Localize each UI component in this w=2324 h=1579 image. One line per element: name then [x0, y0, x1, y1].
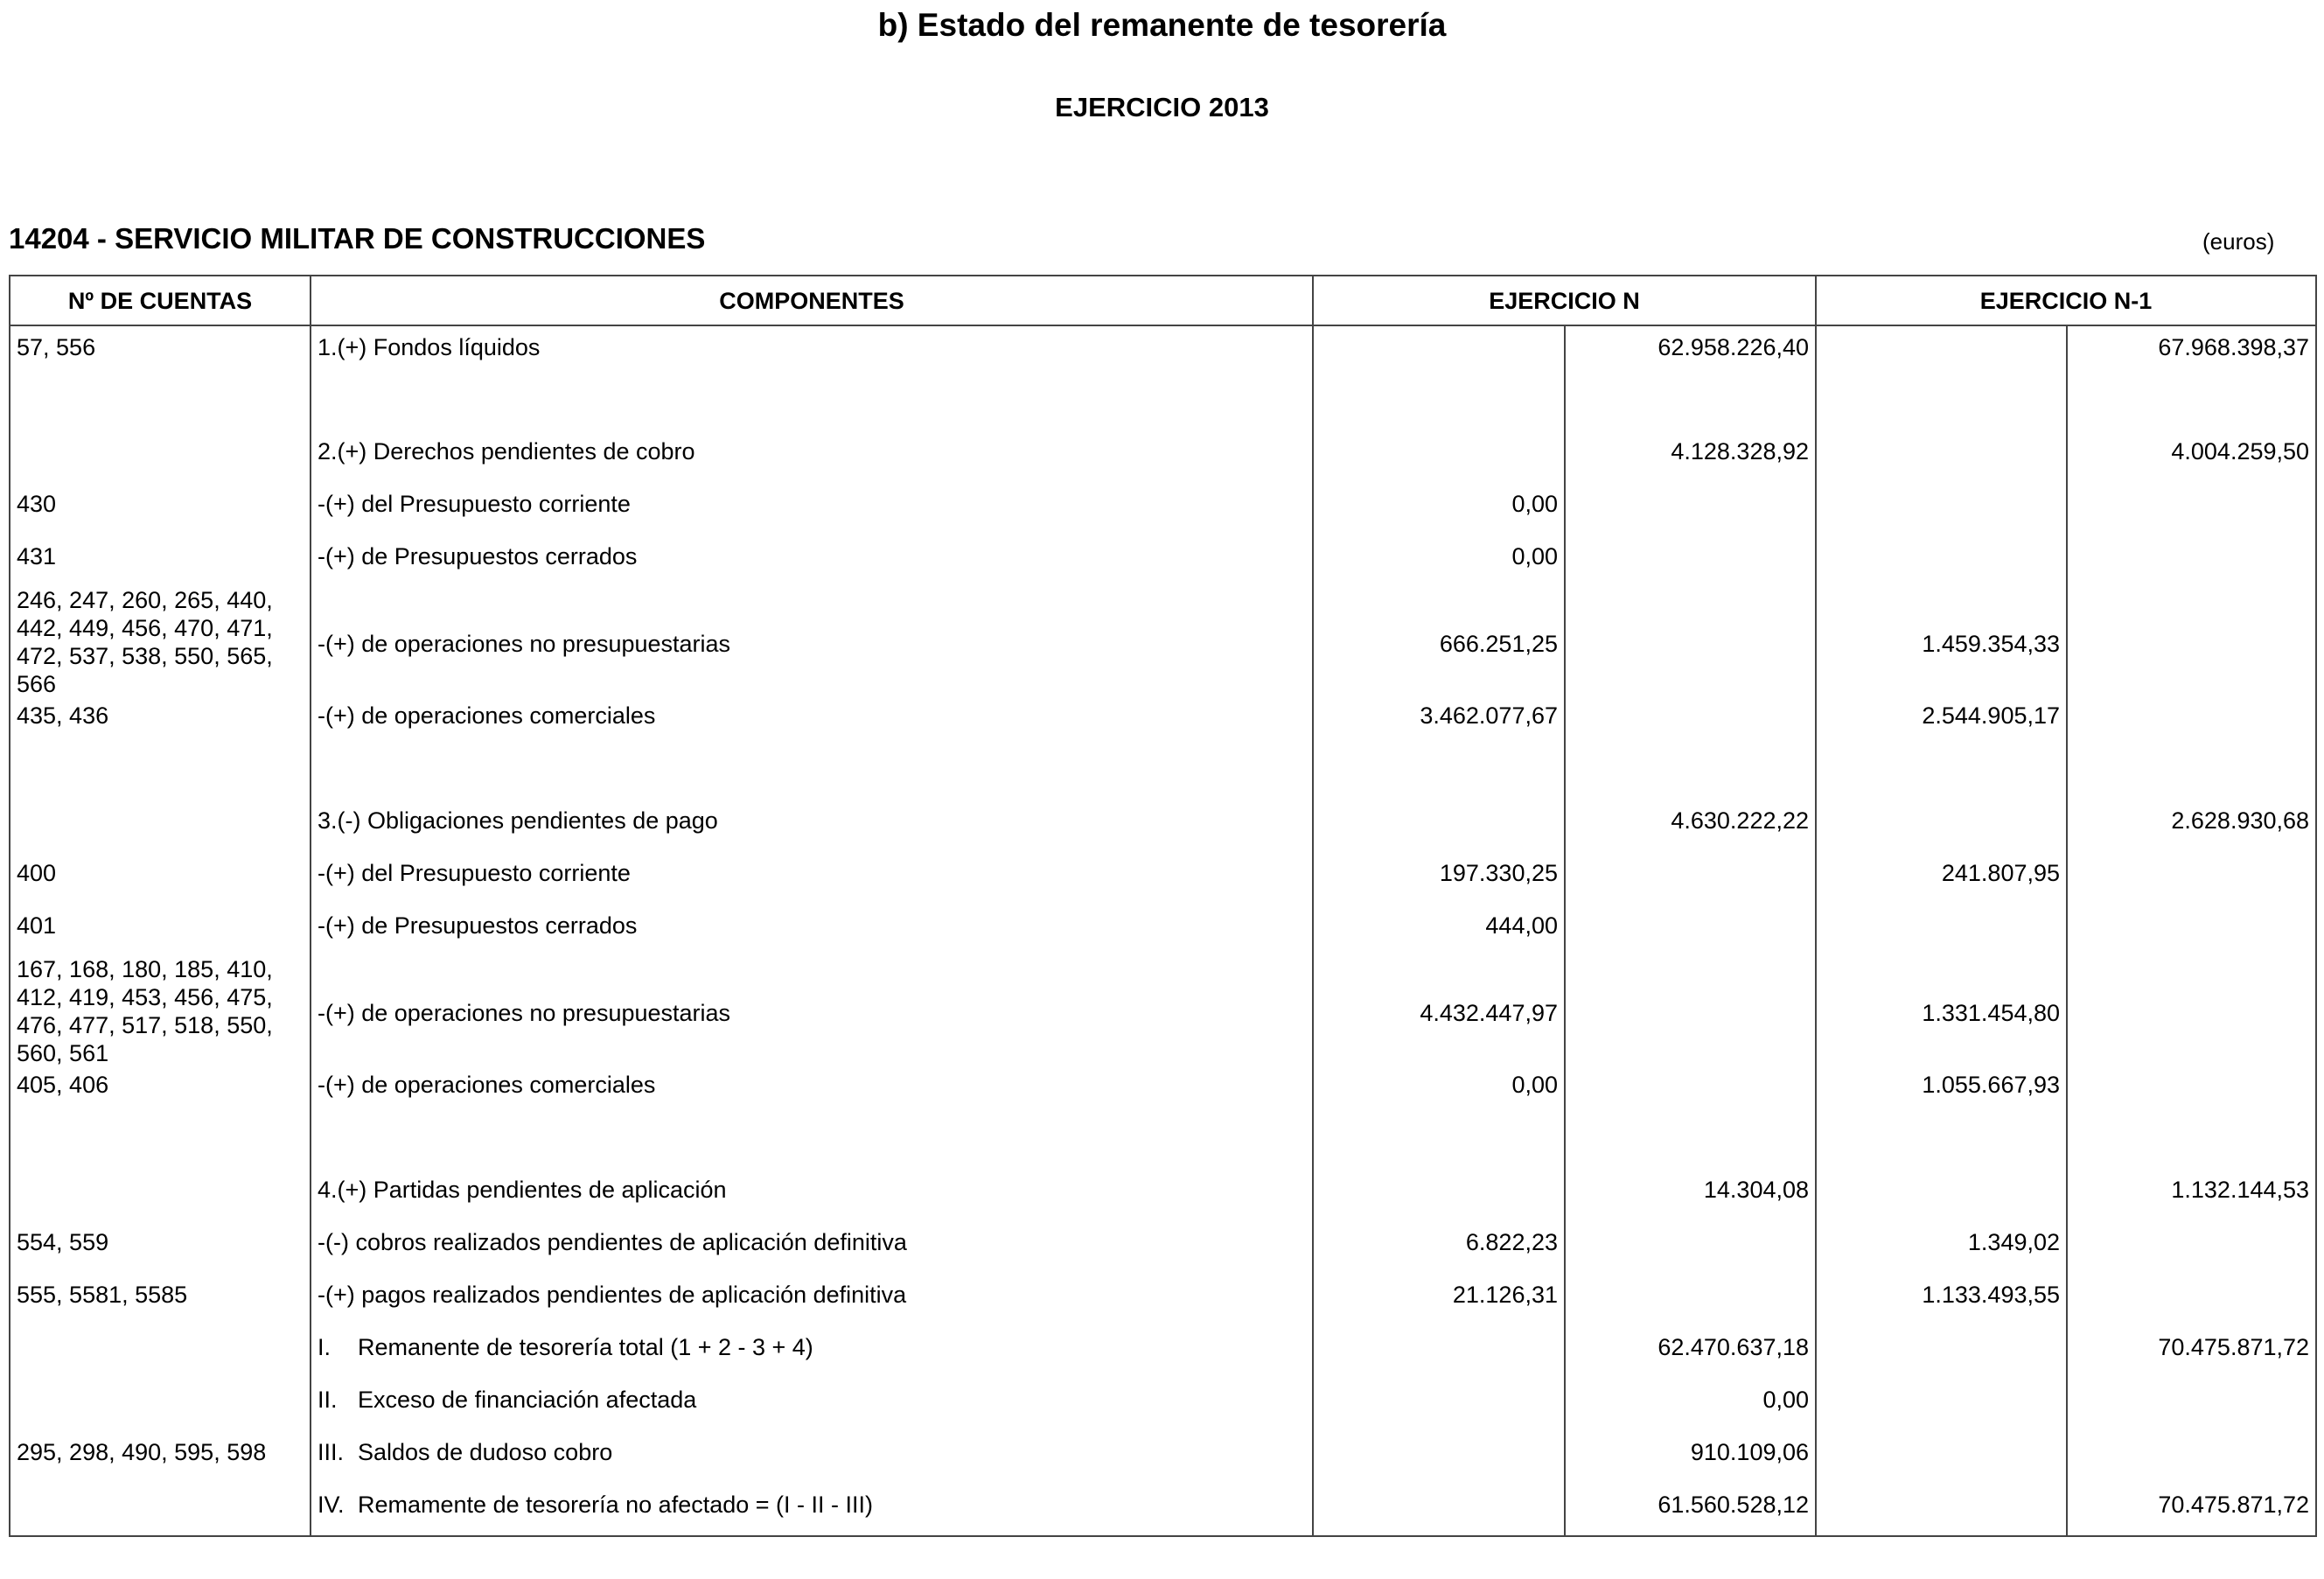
- component-label: -(-) cobros realizados pendientes de aplicación definitiva: [318, 1229, 907, 1255]
- accounts-cell: [10, 1176, 311, 1228]
- currency-units-label: (euros): [2202, 228, 2275, 255]
- year-n-1-detail-cell: [1816, 1333, 2067, 1386]
- table-header-row: [10, 276, 2316, 325]
- year-n-1-detail-cell: [1816, 437, 2067, 490]
- year-n-detail-cell: 6.822,23: [1313, 1228, 1565, 1281]
- roman-numeral: III.: [318, 1439, 345, 1465]
- accounts-cell: [10, 1386, 311, 1438]
- accounts-cell: 401: [10, 912, 311, 955]
- year-n-1-total-cell: [2067, 490, 2316, 542]
- year-n-1-total-cell: [2067, 1071, 2316, 1121]
- accounts-cell: [10, 807, 311, 859]
- accounts-cell: 554, 559: [10, 1228, 311, 1281]
- component-cell: [311, 859, 1313, 912]
- year-n-total-cell: 61.560.528,12: [1565, 1491, 1816, 1536]
- year-n-1-detail-cell: [1816, 1438, 2067, 1491]
- accounts-cell: 295, 298, 490, 595, 598: [10, 1438, 311, 1491]
- year-n-total-cell: 14.304,08: [1565, 1176, 1816, 1228]
- component-cell: [311, 1438, 1313, 1491]
- roman-numeral: IV.: [318, 1492, 345, 1518]
- component-cell: [311, 542, 1313, 586]
- component-cell: [311, 1333, 1313, 1386]
- year-n-total-cell: [1565, 1071, 1816, 1121]
- roman-numeral: II.: [318, 1387, 338, 1413]
- year-n-total-cell: 62.470.637,18: [1565, 1333, 1816, 1386]
- header-components: COMPONENTES: [311, 276, 1313, 325]
- table-row: [10, 542, 2316, 586]
- table-row: [10, 1071, 2316, 1121]
- year-n-1-total-cell: 70.475.871,72: [2067, 1491, 2316, 1536]
- component-cell: [311, 586, 1313, 702]
- table-row: [10, 586, 2316, 702]
- table-row: [10, 490, 2316, 542]
- component-cell: [311, 1228, 1313, 1281]
- year-n-1-detail-cell: [1816, 325, 2067, 385]
- spacer-row: [10, 1121, 2316, 1176]
- year-n-1-detail-cell: 241.807,95: [1816, 859, 2067, 912]
- year-n-total-cell: [1565, 955, 1816, 1071]
- year-n-total-cell: 4.128.328,92: [1565, 437, 1816, 490]
- year-n-detail-cell: [1313, 1386, 1565, 1438]
- roman-numeral: I.: [318, 1334, 332, 1360]
- year-n-1-detail-cell: 1.349,02: [1816, 1228, 2067, 1281]
- header-accounts: Nº DE CUENTAS: [10, 276, 311, 325]
- component-cell: [311, 702, 1313, 752]
- year-n-total-cell: [1565, 702, 1816, 752]
- year-n-1-detail-cell: 1.331.454,80: [1816, 955, 2067, 1071]
- component-cell: [311, 912, 1313, 955]
- component-cell: [311, 1176, 1313, 1228]
- component-label: -(+) de operaciones no presupuestarias: [318, 1000, 731, 1026]
- year-n-total-cell: 0,00: [1565, 1386, 1816, 1438]
- table-row: [10, 807, 2316, 859]
- year-n-total-cell: [1565, 490, 1816, 542]
- year-n-1-detail-cell: [1816, 542, 2067, 586]
- year-n-1-total-cell: 70.475.871,72: [2067, 1333, 2316, 1386]
- year-n-detail-cell: [1313, 807, 1565, 859]
- component-cell: [311, 490, 1313, 542]
- table-row: [10, 955, 2316, 1071]
- year-n-1-total-cell: [2067, 586, 2316, 702]
- table-row: [10, 1491, 2316, 1536]
- accounts-cell: 246, 247, 260, 265, 440, 442, 449, 456, 470, 471, 472, 537, 538, 550, 565, 566: [10, 586, 311, 702]
- accounts-cell: [10, 1491, 311, 1536]
- component-label: Remanente de tesorería total (1 + 2 - 3 + 4): [358, 1334, 813, 1360]
- year-n-1-total-cell: [2067, 955, 2316, 1071]
- year-n-1-total-cell: [2067, 1228, 2316, 1281]
- accounts-cell: [10, 437, 311, 490]
- year-n-total-cell: [1565, 859, 1816, 912]
- accounts-cell: 57, 556: [10, 325, 311, 385]
- year-n-1-total-cell: 4.004.259,50: [2067, 437, 2316, 490]
- fiscal-year-heading: EJERCICIO 2013: [1055, 92, 1269, 122]
- year-n-detail-cell: [1313, 1176, 1565, 1228]
- component-label: -(+) de operaciones comerciales: [318, 702, 656, 729]
- year-n-1-total-cell: [2067, 1281, 2316, 1333]
- year-n-1-total-cell: [2067, 912, 2316, 955]
- component-label: 2.(+) Derechos pendientes de cobro: [318, 438, 695, 465]
- year-n-1-total-cell: [2067, 542, 2316, 586]
- year-n-total-cell: 4.630.222,22: [1565, 807, 1816, 859]
- table-row: [10, 1438, 2316, 1491]
- component-label: 1.(+) Fondos líquidos: [318, 334, 541, 360]
- year-n-total-cell: 62.958.226,40: [1565, 325, 1816, 385]
- accounts-cell: [10, 1333, 311, 1386]
- table-row: [10, 1176, 2316, 1228]
- year-n-1-detail-cell: [1816, 807, 2067, 859]
- year-n-1-detail-cell: [1816, 1386, 2067, 1438]
- year-n-detail-cell: [1313, 325, 1565, 385]
- year-n-detail-cell: 666.251,25: [1313, 586, 1565, 702]
- year-n-detail-cell: [1313, 1333, 1565, 1386]
- header-year-n: EJERCICIO N: [1313, 276, 1816, 325]
- year-n-detail-cell: [1313, 1491, 1565, 1536]
- year-n-detail-cell: 0,00: [1313, 490, 1565, 542]
- table-row: [10, 437, 2316, 490]
- year-n-1-detail-cell: [1816, 490, 2067, 542]
- accounts-cell: 405, 406: [10, 1071, 311, 1121]
- component-cell: [311, 955, 1313, 1071]
- accounts-cell: 430: [10, 490, 311, 542]
- component-label: -(+) de Presupuestos cerrados: [318, 543, 638, 569]
- year-n-1-detail-cell: 1.133.493,55: [1816, 1281, 2067, 1333]
- year-n-1-total-cell: [2067, 859, 2316, 912]
- year-n-total-cell: [1565, 586, 1816, 702]
- accounts-cell: 435, 436: [10, 702, 311, 752]
- component-label: -(+) de operaciones no presupuestarias: [318, 631, 731, 657]
- component-label: Exceso de financiación afectada: [358, 1387, 697, 1413]
- document-title: b) Estado del remanente de tesorería: [877, 7, 1447, 43]
- year-n-1-detail-cell: [1816, 912, 2067, 955]
- table-row: [10, 325, 2316, 385]
- year-n-1-total-cell: [2067, 1386, 2316, 1438]
- component-cell: [311, 1386, 1313, 1438]
- year-n-1-detail-cell: 1.055.667,93: [1816, 1071, 2067, 1121]
- component-label: -(+) pagos realizados pendientes de aplicación definitiva: [318, 1282, 907, 1308]
- component-cell: [311, 325, 1313, 385]
- year-n-detail-cell: 197.330,25: [1313, 859, 1565, 912]
- accounts-cell: 400: [10, 859, 311, 912]
- year-n-total-cell: [1565, 1281, 1816, 1333]
- accounts-cell: 431: [10, 542, 311, 586]
- component-label: 3.(-) Obligaciones pendientes de pago: [318, 807, 718, 834]
- component-label: -(+) de Presupuestos cerrados: [318, 912, 638, 939]
- year-n-total-cell: [1565, 912, 1816, 955]
- year-n-detail-cell: [1313, 437, 1565, 490]
- year-n-1-detail-cell: [1816, 1491, 2067, 1536]
- year-n-detail-cell: 0,00: [1313, 1071, 1565, 1121]
- component-cell: [311, 1071, 1313, 1121]
- year-n-1-detail-cell: 1.459.354,33: [1816, 586, 2067, 702]
- treasury-remainder-table: [9, 275, 2317, 1537]
- year-n-1-total-cell: 2.628.930,68: [2067, 807, 2316, 859]
- spacer-row: [10, 752, 2316, 807]
- table-row: [10, 1386, 2316, 1438]
- entity-name: 14204 - SERVICIO MILITAR DE CONSTRUCCIONES: [9, 222, 706, 255]
- component-label: -(+) del Presupuesto corriente: [318, 860, 631, 886]
- year-n-detail-cell: 0,00: [1313, 542, 1565, 586]
- component-cell: [311, 1281, 1313, 1333]
- component-cell: [311, 807, 1313, 859]
- table-row: [10, 859, 2316, 912]
- component-cell: [311, 437, 1313, 490]
- year-n-1-total-cell: [2067, 1438, 2316, 1491]
- component-label: 4.(+) Partidas pendientes de aplicación: [318, 1177, 727, 1203]
- table-row: [10, 1333, 2316, 1386]
- year-n-1-total-cell: 1.132.144,53: [2067, 1176, 2316, 1228]
- year-n-detail-cell: 4.432.447,97: [1313, 955, 1565, 1071]
- component-label: Remamente de tesorería no afectado = (I - II - III): [358, 1492, 874, 1518]
- accounts-cell: 167, 168, 180, 185, 410, 412, 419, 453, 456, 475, 476, 477, 517, 518, 550, 560, 561: [10, 955, 311, 1071]
- table-row: [10, 912, 2316, 955]
- year-n-1-detail-cell: [1816, 1176, 2067, 1228]
- year-n-1-total-cell: 67.968.398,37: [2067, 325, 2316, 385]
- year-n-total-cell: [1565, 1228, 1816, 1281]
- accounts-cell: 555, 5581, 5585: [10, 1281, 311, 1333]
- table-row: [10, 1281, 2316, 1333]
- year-n-1-detail-cell: 2.544.905,17: [1816, 702, 2067, 752]
- spacer-row: [10, 385, 2316, 437]
- year-n-1-total-cell: [2067, 702, 2316, 752]
- component-label: -(+) de operaciones comerciales: [318, 1072, 656, 1098]
- component-cell: [311, 1491, 1313, 1536]
- component-label: -(+) del Presupuesto corriente: [318, 491, 631, 517]
- table-row: [10, 702, 2316, 752]
- year-n-total-cell: 910.109,06: [1565, 1438, 1816, 1491]
- header-year-n-1: EJERCICIO N-1: [1816, 276, 2316, 325]
- component-label: Saldos de dudoso cobro: [358, 1439, 613, 1465]
- year-n-detail-cell: 21.126,31: [1313, 1281, 1565, 1333]
- table-row: [10, 1228, 2316, 1281]
- year-n-detail-cell: 3.462.077,67: [1313, 702, 1565, 752]
- year-n-detail-cell: [1313, 1438, 1565, 1491]
- year-n-detail-cell: 444,00: [1313, 912, 1565, 955]
- year-n-total-cell: [1565, 542, 1816, 586]
